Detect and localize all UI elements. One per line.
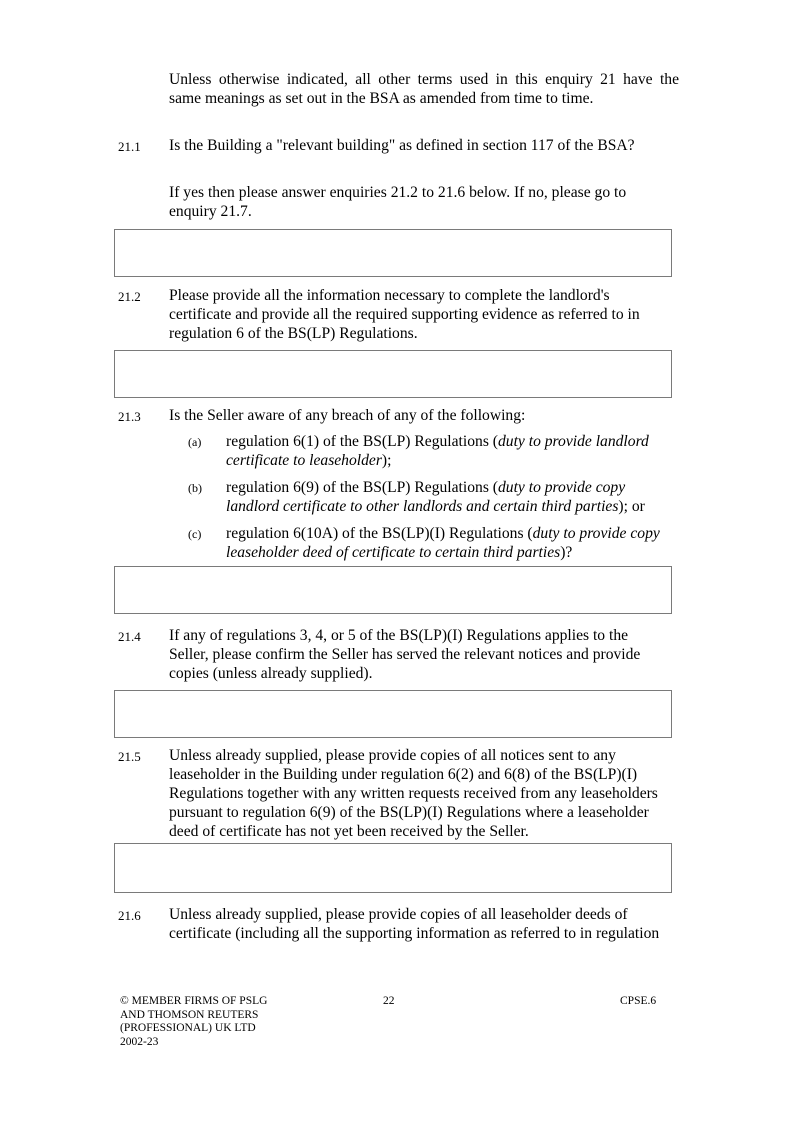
question-line: copies (unless already supplied). xyxy=(169,665,373,682)
list-text: ); xyxy=(381,452,392,469)
answer-box-21-2[interactable] xyxy=(114,350,672,398)
list-text: regulation 6(9) of the BS(LP) Regulations ( xyxy=(226,479,498,496)
question-line: Unless already supplied, please provide copies of all leaseholder deeds of xyxy=(169,906,628,923)
list-label: (c) xyxy=(188,527,202,541)
question-line: leaseholder in the Building under regulation 6(2) and 6(8) of the BS(LP)(I) xyxy=(169,766,638,783)
copyright-line: © MEMBER FIRMS OF PSLG xyxy=(120,995,268,1007)
question-line: Unless already supplied, please provide copies of all notices sent to any xyxy=(169,747,616,764)
question-line: regulation 6 of the BS(LP) Regulations. xyxy=(169,325,418,342)
list-text: regulation 6(10A) of the BS(LP)(I) Regulations ( xyxy=(226,525,533,542)
enquiry-question xyxy=(169,286,679,343)
list-item xyxy=(226,432,686,470)
enquiry-question: Is the Seller aware of any breach of any of the following: xyxy=(169,407,526,424)
list-text-italic: duty to provide copy xyxy=(532,525,660,542)
enquiry-question xyxy=(169,905,689,943)
question-line: deed of certificate has not yet been received by the Seller. xyxy=(169,823,529,840)
list-text-italic: duty to provide copy xyxy=(497,479,626,496)
enquiry-number: 21.3 xyxy=(118,409,141,424)
note-line: If yes then please answer enquiries 21.2 to 21.6 below. If no, please go to xyxy=(169,184,627,201)
list-text: regulation 6(1) of the BS(LP) Regulations ( xyxy=(226,433,498,450)
list-text: ); or xyxy=(618,498,645,515)
enquiry-question: Is the Building a "relevant building" as defined in section 117 of the BSA? xyxy=(169,137,635,154)
enquiry-question xyxy=(169,626,679,683)
question-line: certificate and provide all the required supporting evidence as referred to in xyxy=(169,306,640,323)
list-text: )? xyxy=(560,544,573,561)
enquiry-number: 21.4 xyxy=(118,629,141,644)
intro-paragraph xyxy=(169,70,679,108)
intro-line: same meanings as set out in the BSA as amended from time to time. xyxy=(169,90,594,107)
form-code: CPSE.6 xyxy=(620,995,657,1007)
list-label: (b) xyxy=(188,481,202,495)
footer-copyright xyxy=(120,995,267,1049)
question-line: certificate (including all the supporting information as referred to in regulation xyxy=(169,925,660,942)
question-line: Regulations together with any written requests received from any leaseholders xyxy=(169,785,658,802)
enquiry-number: 21.5 xyxy=(118,749,141,764)
list-text-italic: duty to provide landlord xyxy=(497,433,649,450)
answer-box-21-4[interactable] xyxy=(114,690,672,738)
question-line: If any of regulations 3, 4, or 5 of the BS(LP)(I) Regulations applies to the xyxy=(169,627,629,644)
list-text-italic: certificate to leaseholder xyxy=(226,452,382,469)
list-item xyxy=(226,524,686,562)
list-item xyxy=(226,478,686,516)
enquiry-number: 21.6 xyxy=(118,908,141,923)
copyright-line: (PROFESSIONAL) UK LTD xyxy=(120,1022,256,1034)
page-number: 22 xyxy=(383,995,395,1007)
list-text-italic: landlord certificate to other landlords and certain third parties xyxy=(226,498,619,515)
enquiry-note xyxy=(169,183,679,221)
copyright-line: AND THOMSON REUTERS xyxy=(120,1008,259,1021)
question-line: Please provide all the information necessary to complete the landlord's xyxy=(169,287,610,304)
intro-line: Unless otherwise indicated, all other terms used in this enquiry 21 have the xyxy=(169,71,679,88)
answer-box-21-1[interactable] xyxy=(114,229,672,277)
question-line: pursuant to regulation 6(9) of the BS(LP)(I) Regulations where a leaseholder xyxy=(169,804,649,821)
enquiry-number: 21.2 xyxy=(118,289,141,304)
enquiry-question xyxy=(169,746,689,841)
question-line: Seller, please confirm the Seller has served the relevant notices and provide xyxy=(169,646,641,663)
list-label: (a) xyxy=(188,435,202,449)
note-line: enquiry 21.7. xyxy=(169,203,252,220)
copyright-line: 2002-23 xyxy=(120,1035,159,1048)
list-text-italic: leaseholder deed of certificate to certain third parties xyxy=(226,544,561,561)
answer-box-21-3[interactable] xyxy=(114,566,672,614)
enquiry-number: 21.1 xyxy=(118,139,141,154)
answer-box-21-5[interactable] xyxy=(114,843,672,893)
